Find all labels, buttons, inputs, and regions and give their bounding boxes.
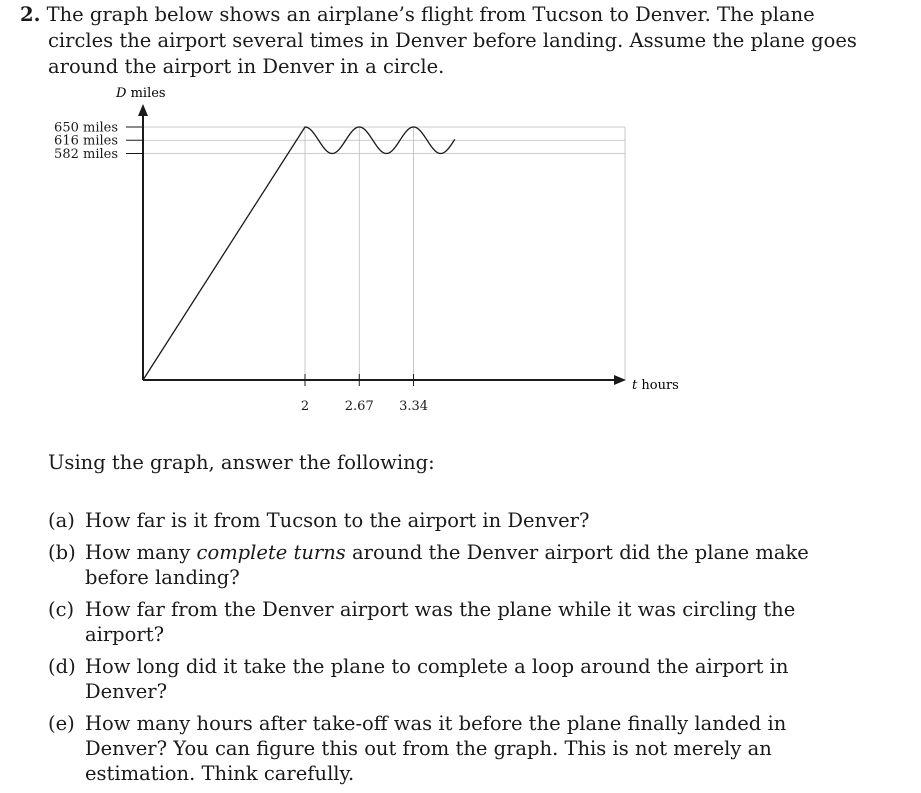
- question-label: (e): [48, 712, 75, 735]
- y-tick-label: 616 miles: [54, 133, 118, 149]
- axes: [138, 104, 626, 385]
- question-item: [48, 508, 868, 533]
- y-axis-label: [115, 86, 166, 101]
- y-axis-unit: miles: [130, 86, 166, 101]
- question-list: [48, 508, 868, 793]
- grid-lines: [143, 127, 625, 380]
- tick-labels: [54, 121, 428, 415]
- question-label: (c): [48, 598, 75, 621]
- question-item: [48, 540, 868, 590]
- question-text: How long did it take the plane to complete a loop around the airport in Denver?: [85, 655, 789, 703]
- y-tick-label: 650 miles: [54, 120, 118, 136]
- question-label: (d): [48, 655, 76, 678]
- x-axis-arrow: [614, 375, 626, 385]
- question-text: How far from the Denver airport was the plane while it was circling the airport?: [85, 598, 796, 646]
- question-text: How many: [85, 541, 197, 564]
- x-axis-label: [632, 378, 679, 393]
- question-label: (a): [48, 509, 75, 532]
- problem-text: The graph below shows an airplane’s flight from Tucson to Denver. The plane circles the airport several times in Denver before landing. Assume the plane goes around the airport in Denver in a circle.: [46, 3, 857, 78]
- x-tick-label: 3.34: [399, 399, 429, 414]
- question-text: How many hours after take-off was it before the plane finally landed in Denver? You can figure this out from the graph. This is not merely an estimation. Think carefully.: [85, 712, 787, 785]
- question-item: [48, 654, 868, 704]
- question-text-cont: around the Denver airport did the plane make before landing?: [85, 541, 809, 589]
- question-emphasis: complete turns: [196, 541, 346, 564]
- x-axis-var: t: [632, 378, 638, 393]
- problem-number: 2.: [20, 3, 41, 26]
- question-item: [48, 597, 868, 647]
- question-label: (b): [48, 541, 76, 564]
- question-item: [48, 711, 868, 786]
- y-tick-label: 582 miles: [54, 146, 118, 162]
- flight-distance-curve: [143, 127, 455, 380]
- series-layer: [143, 127, 455, 380]
- x-tick-label: 2: [300, 399, 310, 414]
- x-tick-label: 2.67: [344, 399, 374, 414]
- instructions: Using the graph, answer the following:: [48, 451, 435, 474]
- question-text: How far is it from Tucson to the airport in Denver?: [85, 509, 590, 532]
- y-axis-arrow: [138, 104, 148, 116]
- x-axis-unit: hours: [641, 378, 679, 393]
- y-axis-var: D: [116, 86, 127, 101]
